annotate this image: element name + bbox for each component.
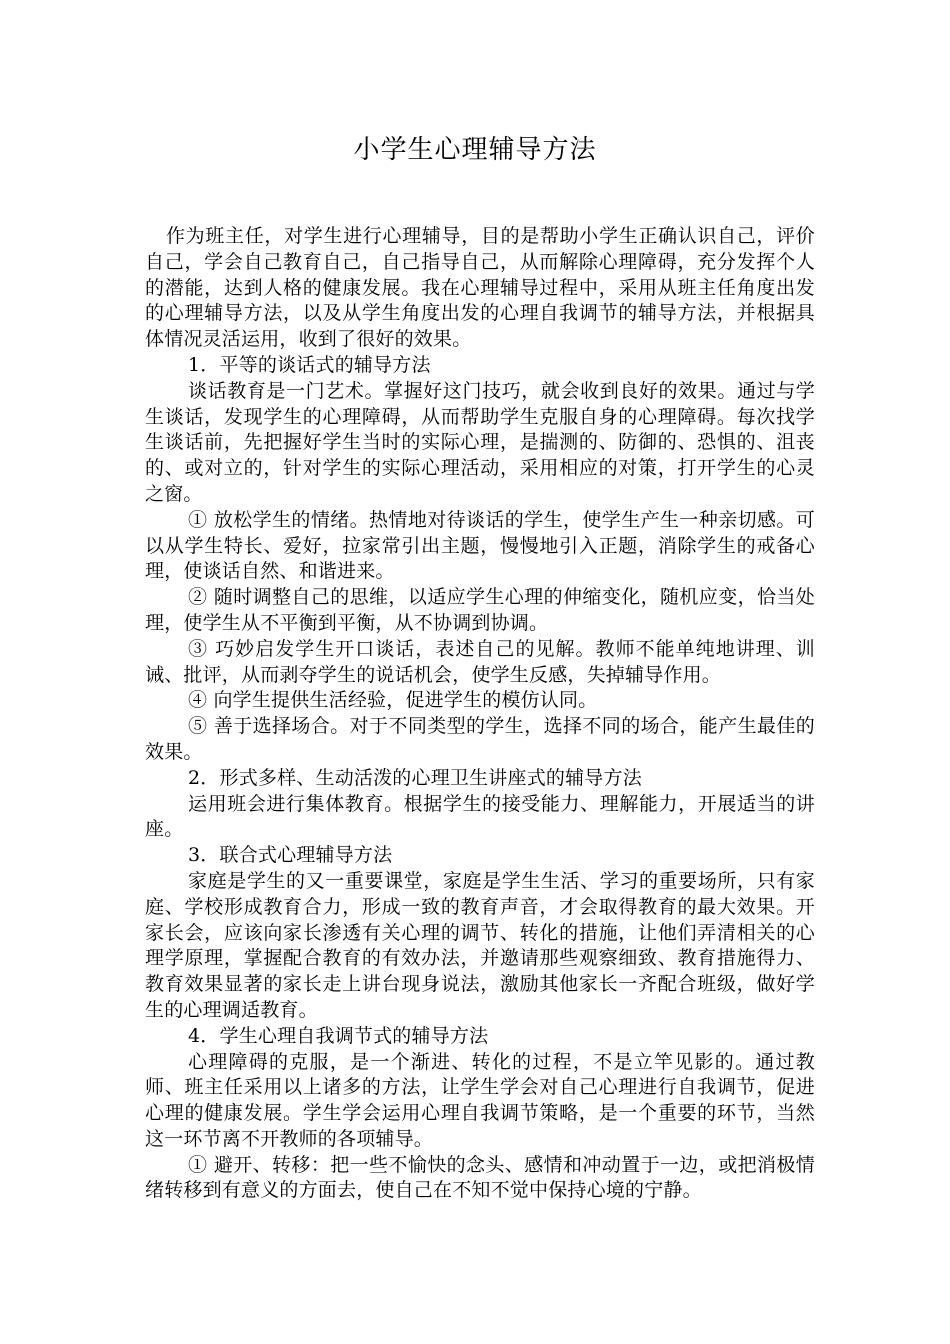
document-title: 小学生心理辅导方法 <box>353 135 597 165</box>
list-item-4: ④ 向学生提供生活经验，促进学生的模仿认同。 <box>188 689 598 712</box>
paragraph: 运用班会进行集体教育。根据学生的接受能力、理解能力，开展适当的讲座。 <box>145 792 815 841</box>
list-item-5: ⑤ 善于选择场合。对于不同类型的学生，选择不同的场合，能产生最佳的效果。 <box>145 715 815 763</box>
list-item-2: ② 随时调整自己的思维，以适应学生心理的伸缩变化，随机应变，恰当处理，使学生从不平衡到平衡，从不协调到协调。 <box>145 586 815 634</box>
section-heading-3: 3．联合式心理辅导方法 <box>188 844 393 867</box>
intro-paragraph: 作为班主任，对学生进行心理辅导，目的是帮助小学生正确认识自己，评价自己，学会自己教育自己，自己指导自己，从而解除心理障碍，充分发挥个人的潜能，达到人格的健康发展。我在心理辅导过程中，采用从班主任角度出发的心理辅导方法，以及从学生角度出发的心理自我调节的辅导方法，并根据具体情况灵活运用，收到了很好的效果。 <box>145 225 815 351</box>
document-body <box>145 224 815 1204</box>
list-item-1: ① 避开、转移：把一些不愉快的念头、感情和冲动置于一边，或把消极情绪转移到有意义的方面去，使自己在不知不觉中保持心境的宁静。 <box>145 1153 815 1202</box>
section-heading-2: 2．形式多样、生动活泼的心理卫生讲座式的辅导方法 <box>188 766 642 789</box>
paragraph: 家庭是学生的又一重要课堂，家庭是学生生活、学习的重要场所，只有家庭、学校形成教育合力，形成一致的教育声音，才会取得教育的最大效果。开家长会，应该向家长渗透有关心理的调节、转化的措施，让他们弄清相关的心理学原理，掌握配合教育的有效办法，并邀请那些观察细致、教育措施得力、教育效果显著的家长走上讲台现身说法，激励其他家长一齐配合班级，做好学生的心理调适教育。 <box>145 869 815 1021</box>
section-heading-4: 4．学生心理自我调节式的辅导方法 <box>188 1024 489 1047</box>
list-item-3: ③ 巧妙启发学生开口谈话，表述自己的见解。教师不能单纯地讲理、训诫、批评，从而剥夺学生的说话机会，使学生反感，失掉辅导作用。 <box>145 637 815 686</box>
paragraph: 谈话教育是一门艺术。掌握好这门技巧，就会收到良好的效果。通过与学生谈话，发现学生的心理障碍，从而帮助学生克服自身的心理障碍。每次找学生谈话前，先把握好学生当时的实际心理，是揣测的、防御的、恐惧的、沮丧的、或对立的，针对学生的实际心理活动，采用相应的对策，打开学生的心灵之窗。 <box>145 379 815 505</box>
list-item-1: ① 放松学生的情绪。热情地对待谈话的学生，使学生产生一种亲切感。可以从学生特长、爱好，拉家常引出主题，慢慢地引入正题，消除学生的戒备心理，使谈话自然、和谐进来。 <box>145 508 815 583</box>
paragraph: 心理障碍的克服，是一个渐进、转化的过程，不是立竿见影的。通过教师、班主任采用以上诸多的方法，让学生学会对自己心理进行自我调节，促进心理的健康发展。学生学会运用心理自我调节策略，是一个重要的环节，当然这一环节离不开教师的各项辅导。 <box>145 1050 815 1150</box>
section-heading-1: 1．平等的谈话式的辅导方法 <box>188 353 431 376</box>
